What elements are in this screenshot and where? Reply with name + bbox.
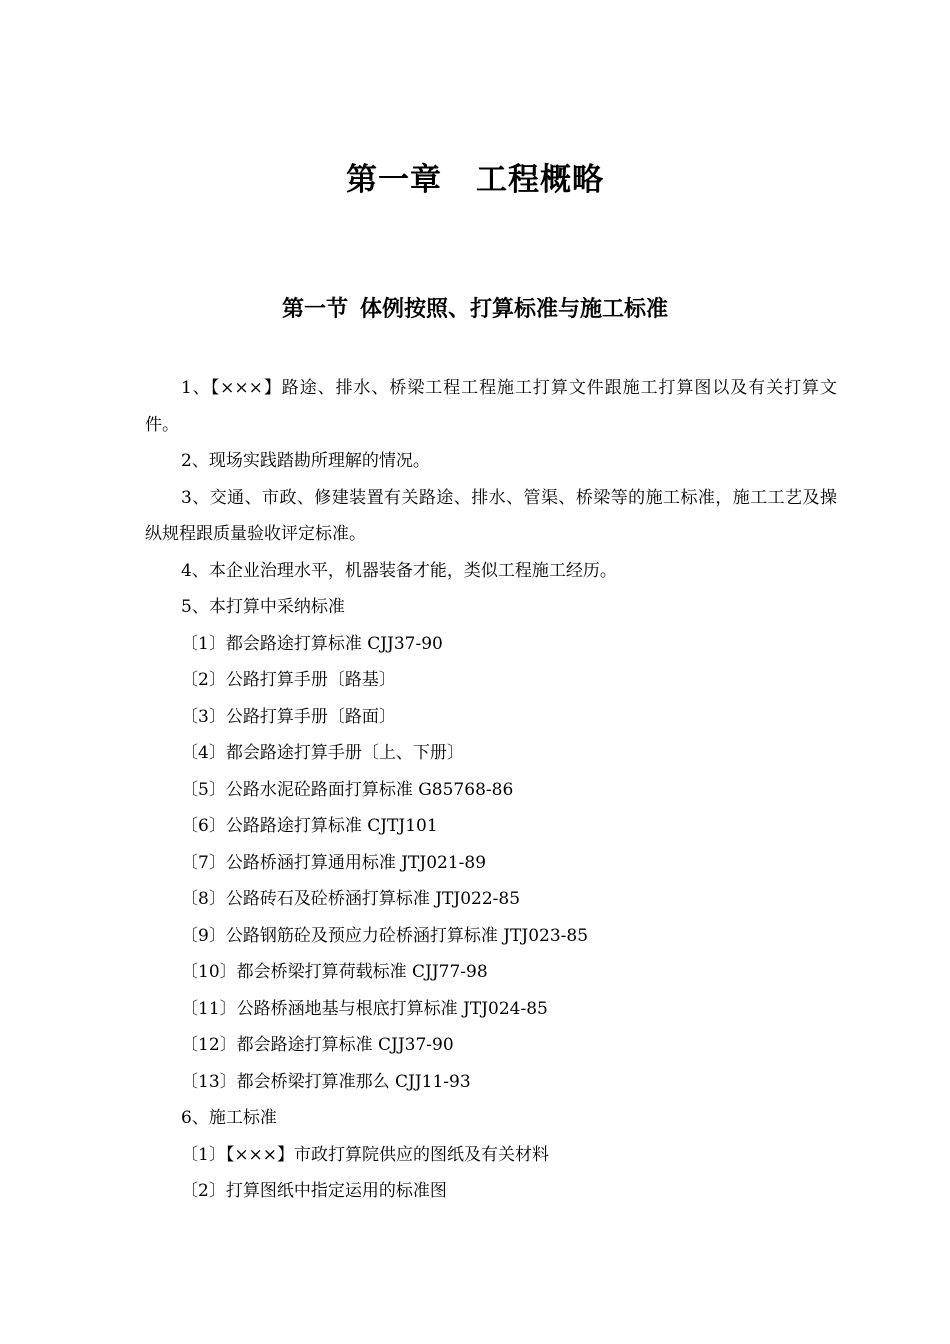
standard-item: 〔5〕公路水泥砼路面打算标准 G85768-86 [181, 779, 514, 800]
section-title [0, 290, 950, 330]
paragraph-1: 1、【×××】路途、排水、桥梁工程工程施工打算文件跟施工打算图以及有关打算文件。 [145, 378, 837, 435]
standard-item: 〔8〕公路砖石及砼桥涵打算标准 JTJ022-85 [181, 889, 521, 909]
standard-item: 〔10〕都会桥梁打算荷载标准 CJJ77-98 [181, 962, 488, 982]
chapter-name: 工程概略 [476, 162, 604, 198]
construction-heading: 6、施工标准 [181, 1108, 277, 1128]
standard-item: 〔11〕公路桥涵地基与根底打算标准 JTJ024-85 [181, 998, 548, 1019]
construction-item: 〔1〕【×××】市政打算院供应的图纸及有关材料 [181, 1144, 550, 1165]
standard-item: 〔12〕都会路途打算标准 CJJ37-90 [181, 1035, 454, 1055]
standard-item: 〔7〕公路桥涵打算通用标准 JTJ021-89 [181, 852, 487, 873]
section-number: 第一节 [281, 297, 348, 322]
standard-item: 〔6〕公路路途打算标准 CJTJ101 [181, 816, 438, 836]
standard-item: 〔3〕公路打算手册〔路面〕 [181, 706, 396, 727]
chapter-number: 第一章 [346, 162, 442, 198]
section-name: 体例按照、打算标准与施工标准 [360, 297, 669, 322]
paragraph-2: 2、现场实践踏勘所理解的情况。 [181, 451, 430, 471]
construction-item: 〔2〕打算图纸中指定运用的标准图 [181, 1181, 447, 1201]
standard-item: 〔9〕公路钢筋砼及预应力砼桥涵打算标准 JTJ023-85 [181, 925, 589, 946]
standard-item: 〔1〕都会路途打算标准 CJJ37-90 [181, 633, 443, 654]
standard-item: 〔2〕公路打算手册〔路基〕 [181, 670, 396, 690]
paragraph-3: 3、交通、市政、修建装置有关路途、排水、管渠、桥梁等的施工标准，施工工艺及操纵规程跟质量验收评定标准。 [145, 487, 837, 544]
standard-item: 〔13〕都会桥梁打算准那么 CJJ11-93 [181, 1071, 471, 1092]
body-text [145, 370, 837, 1210]
paragraph-4: 4、本企业治理水平，机器装备才能，类似工程施工经历。 [181, 560, 617, 581]
paragraph-5: 5、本打算中采纳标准 [181, 597, 345, 617]
chapter-title [0, 152, 950, 208]
standard-item: 〔4〕都会路途打算手册〔上、下册〕 [181, 743, 464, 763]
